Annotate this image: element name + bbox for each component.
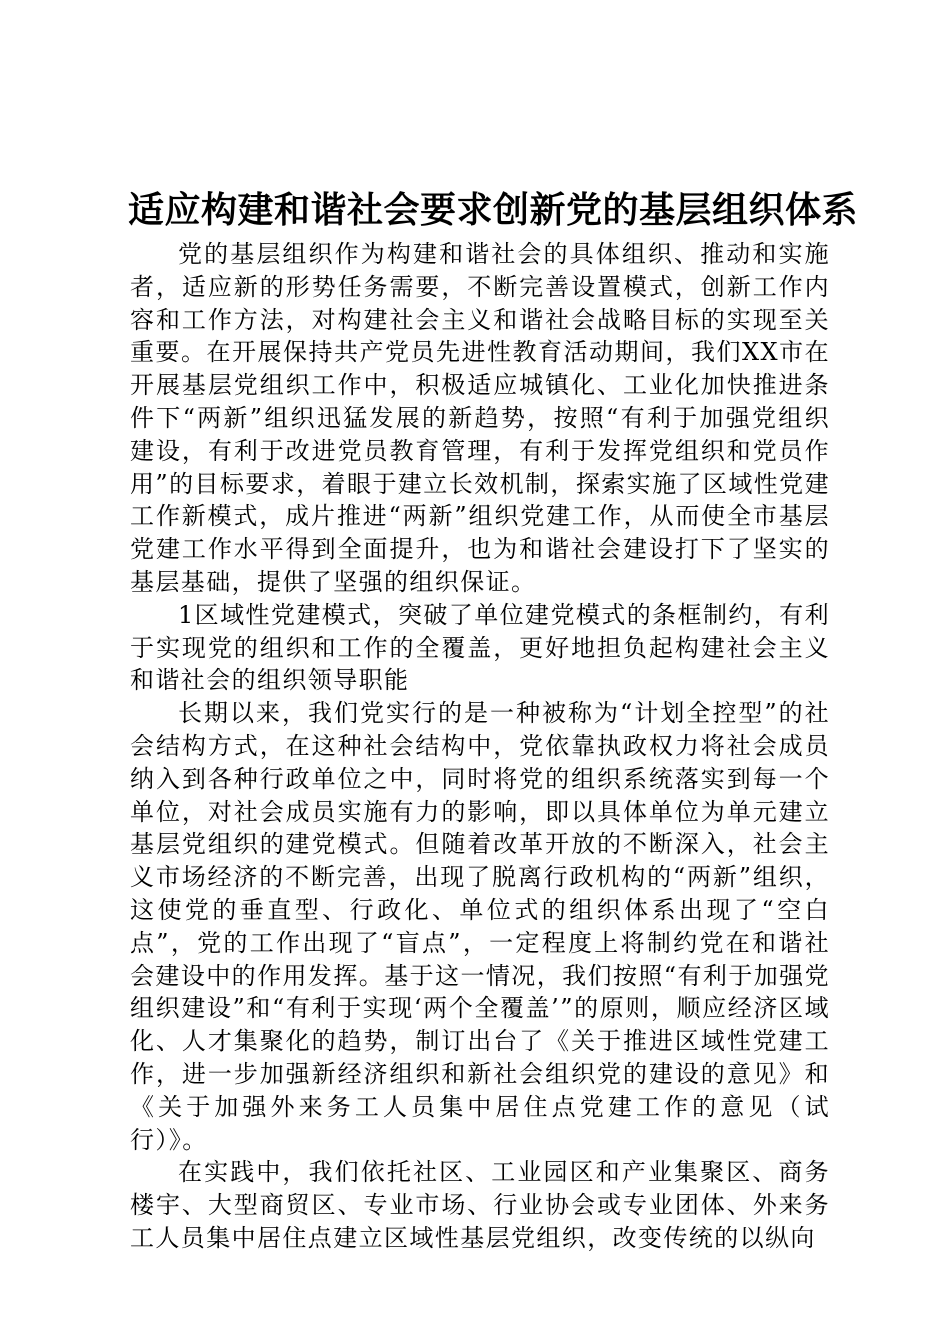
document-title: 适应构建和谐社会要求创新党的基层组织体系 [128, 189, 859, 231]
paragraph-section-heading: 1区域性党建模式，突破了单位建党模式的条框制约，有利于实现党的组织和工作的全覆盖，更好地担负起构建社会主义和谐社会的组织领导职能 [130, 600, 830, 695]
paragraph-background: 长期以来，我们党实行的是一种被称为“计划全控型”的社会结构方式，在这种社会结构中，党依靠执政权力将社会成员纳入到各种行政单位之中，同时将党的组织系统落实到每一个单位，对社会成员实施有力的影响，即以具体单位为单元建立基层党组织的建党模式。但随着改革开放的不断深入，社会主义市场经济的不断完善，出现了脱离行政机构的“两新”组织，这使党的垂直型、行政化、单位式的组织体系出现了“空白点”，党的工作出现了“盲点”，一定程度上将制约党在和谐社会建设中的作用发挥。基于这一情况，我们按照“有利于加强党组织建设”和“有利于实现‘两个全覆盖’”的原则，顺应经济区域化、人才集聚化的趋势，制订出台了《关于推进区域性党建工作，进一步加强新经济组织和新社会组织党的建设的意见》和《关于加强外来务工人员集中居住点党建工作的意见（试行）》。 [130, 699, 830, 1154]
paragraph-practice: 在实践中，我们依托社区、工业园区和产业集聚区、商务楼宇、大型商贸区、专业市场、行业协会或专业团体、外来务工人员集中居住点建立区域性基层党组织，改变传统的以纵向 [130, 1158, 830, 1252]
paragraph-intro: 党的基层组织作为构建和谐社会的具体组织、推动和实施者，适应新的形势任务需要，不断完善设置模式，创新工作内容和工作方法，对构建社会主义和谐社会战略目标的实现至关重要。在开展保持共产党员先进性教育活动期间，我们XX市在开展基层党组织工作中，积极适应城镇化、工业化加快推进条件下“两新”组织迅猛发展的新趋势，按照“有利于加强党组织建设，有利于改进党员教育管理，有利于发挥党组织和党员作用”的目标要求，着眼于建立长效机制，探索实施了区域性党建工作新模式，成片推进“两新”组织党建工作，从而使全市基层党建工作水平得到全面提升，也为和谐社会建设打下了坚实的基层基础，提供了坚强的组织保证。 [130, 240, 830, 596]
document-body [130, 238, 830, 1255]
